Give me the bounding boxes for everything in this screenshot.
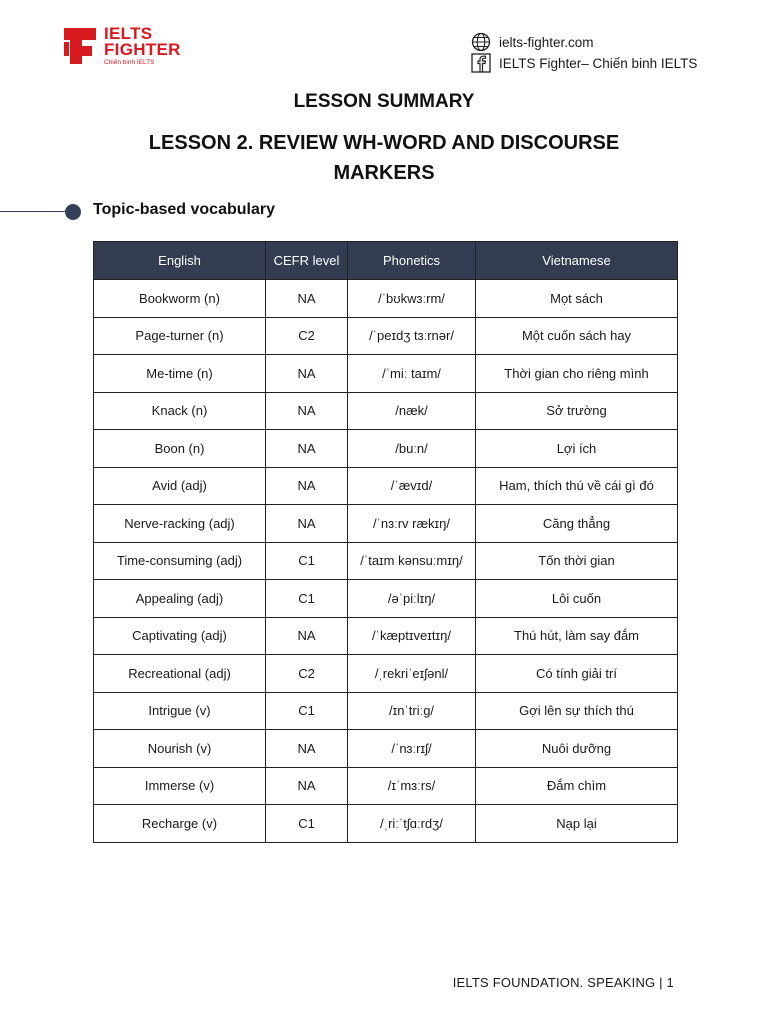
cell-vietnamese: Có tính giải trí [476, 655, 678, 693]
cell-english: Boon (n) [94, 430, 266, 468]
ielts-fighter-logo [62, 26, 192, 70]
column-header-vietnamese: Vietnamese [476, 242, 678, 280]
cell-phonetics: /ˈnɜːrɪʃ/ [348, 730, 476, 768]
lesson-title [0, 128, 768, 188]
cell-english: Page-turner (n) [94, 317, 266, 355]
cell-vietnamese: Thời gian cho riêng mình [476, 355, 678, 393]
cell-vietnamese: Căng thẳng [476, 505, 678, 543]
cell-phonetics: /næk/ [348, 392, 476, 430]
cell-vietnamese: Một cuốn sách hay [476, 317, 678, 355]
flag-logo-icon [62, 26, 98, 66]
cell-english: Appealing (adj) [94, 580, 266, 618]
cell-english: Intrigue (v) [94, 692, 266, 730]
cell-cefr: C2 [266, 317, 348, 355]
column-header-phonetics: Phonetics [348, 242, 476, 280]
section-bullet-icon [65, 204, 81, 220]
table-row [94, 655, 678, 693]
cell-phonetics: /əˈpiːlɪŋ/ [348, 580, 476, 618]
cell-english: Knack (n) [94, 392, 266, 430]
table-row [94, 505, 678, 543]
table-header-row [94, 242, 678, 280]
cell-cefr: NA [266, 730, 348, 768]
column-header-cefr: CEFR level [266, 242, 348, 280]
cell-vietnamese: Lôi cuốn [476, 580, 678, 618]
cell-vietnamese: Gợi lên sự thích thú [476, 692, 678, 730]
cell-phonetics: /ˈpeɪdʒ tɜːrnər/ [348, 317, 476, 355]
facebook-icon [471, 53, 491, 73]
cell-cefr: NA [266, 430, 348, 468]
table-row [94, 392, 678, 430]
cell-phonetics: /ˈævɪd/ [348, 467, 476, 505]
cell-vietnamese: Ham, thích thú về cái gì đó [476, 467, 678, 505]
cell-cefr: NA [266, 392, 348, 430]
table-row [94, 617, 678, 655]
logo-tagline: Chiến binh IELTS [104, 59, 155, 66]
cell-english: Bookworm (n) [94, 280, 266, 318]
table-row [94, 430, 678, 468]
cell-phonetics: /buːn/ [348, 430, 476, 468]
cell-english: Nerve-racking (adj) [94, 505, 266, 543]
cell-phonetics: /ˌriːˈtʃɑːrdʒ/ [348, 805, 476, 843]
cell-cefr: C1 [266, 805, 348, 843]
cell-cefr: C1 [266, 542, 348, 580]
cell-cefr: C2 [266, 655, 348, 693]
table-row [94, 542, 678, 580]
table-body [94, 280, 678, 843]
logo-line1: IELTS [104, 24, 153, 43]
cell-cefr: NA [266, 767, 348, 805]
table-row [94, 805, 678, 843]
website-text[interactable]: ielts-fighter.com [499, 34, 594, 50]
table-row [94, 467, 678, 505]
table-row [94, 767, 678, 805]
globe-icon [471, 32, 491, 52]
cell-english: Time-consuming (adj) [94, 542, 266, 580]
website-row[interactable] [471, 32, 697, 52]
cell-cefr: NA [266, 355, 348, 393]
cell-english: Captivating (adj) [94, 617, 266, 655]
cell-vietnamese: Tốn thời gian [476, 542, 678, 580]
facebook-row[interactable] [471, 53, 697, 73]
table-row [94, 280, 678, 318]
page-footer: IELTS FOUNDATION. SPEAKING | 1 [452, 975, 674, 990]
cell-vietnamese: Lợi ích [476, 430, 678, 468]
section-title: Topic-based vocabulary [93, 201, 275, 218]
cell-phonetics: /ɪˈmɜːrs/ [348, 767, 476, 805]
cell-english: Immerse (v) [94, 767, 266, 805]
cell-cefr: C1 [266, 580, 348, 618]
cell-phonetics: /ˌrekriˈeɪʃənl/ [348, 655, 476, 693]
cell-phonetics: /ɪnˈtriːɡ/ [348, 692, 476, 730]
cell-vietnamese: Đắm chìm [476, 767, 678, 805]
table-row [94, 317, 678, 355]
cell-cefr: C1 [266, 692, 348, 730]
lesson-title-line1: LESSON 2. REVIEW WH-WORD AND DISCOURSE [148, 132, 620, 154]
logo-wordmark [104, 26, 181, 58]
cell-english: Nourish (v) [94, 730, 266, 768]
cell-vietnamese: Mọt sách [476, 280, 678, 318]
table-row [94, 730, 678, 768]
table-row [94, 355, 678, 393]
cell-cefr: NA [266, 617, 348, 655]
cell-vietnamese: Sở trường [476, 392, 678, 430]
cell-cefr: NA [266, 280, 348, 318]
cell-vietnamese: Nuôi dưỡng [476, 730, 678, 768]
cell-vietnamese: Nạp lại [476, 805, 678, 843]
table-row [94, 692, 678, 730]
cell-phonetics: /ˈtaɪm kənsuːmɪŋ/ [348, 542, 476, 580]
contact-info [471, 32, 697, 74]
lesson-title-line2: MARKERS [333, 162, 435, 184]
vocabulary-table [93, 241, 678, 843]
facebook-text[interactable]: IELTS Fighter– Chiến binh IELTS [499, 55, 698, 71]
cell-phonetics: /ˈbʊkwɜːrm/ [348, 280, 476, 318]
cell-phonetics: /ˈmiː taɪm/ [348, 355, 476, 393]
section-rule [0, 211, 66, 212]
lesson-summary-heading: LESSON SUMMARY [293, 91, 475, 112]
cell-phonetics: /ˈkæptɪveɪtɪŋ/ [348, 617, 476, 655]
cell-cefr: NA [266, 467, 348, 505]
table-row [94, 580, 678, 618]
cell-vietnamese: Thú hút, làm say đắm [476, 617, 678, 655]
cell-phonetics: /ˈnɜːrv rækɪŋ/ [348, 505, 476, 543]
cell-english: Me-time (n) [94, 355, 266, 393]
cell-english: Recreational (adj) [94, 655, 266, 693]
cell-cefr: NA [266, 505, 348, 543]
logo-line2: FIGHTER [104, 40, 181, 59]
column-header-english: English [94, 242, 266, 280]
cell-english: Avid (adj) [94, 467, 266, 505]
cell-english: Recharge (v) [94, 805, 266, 843]
